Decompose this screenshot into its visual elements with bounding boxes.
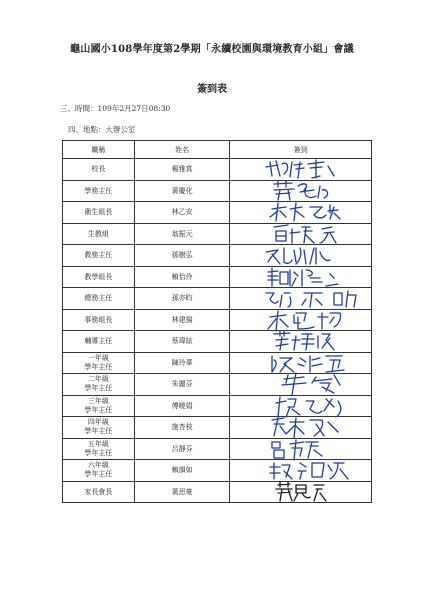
handwritten-signature [230,245,371,265]
handwritten-signature [230,460,371,480]
role-line: 學年主任 [84,384,113,393]
role-cell: 總務主任 [63,288,135,310]
role-cell [63,460,135,482]
meeting-time: 三、時間：109年2月27日08:30 [60,104,171,113]
table-row [63,481,372,503]
document-subtitle: 簽到表 [197,84,227,95]
handwritten-signature [230,159,371,179]
name-cell: 施杏枝 [134,417,230,439]
role-line: 學年主任 [84,362,113,371]
name-cell: 賴韻如 [134,460,230,482]
handwritten-signature [230,288,371,308]
name-cell: 林建揚 [134,309,230,331]
handwritten-signature [230,417,371,437]
role-cell: 衛生組長 [63,202,135,224]
name-cell: 陳玲華 [134,352,230,374]
role-line: 三年級 [87,396,109,405]
name-cell: 林乙安 [134,202,230,224]
role-cell: 家長會長 [63,481,135,503]
meeting-place: 四、地點：大辦公室 [68,125,136,134]
role-line: 六年級 [87,461,109,470]
handwritten-signature [230,267,371,287]
role-cell [63,438,135,460]
name-cell: 朱麗芬 [134,374,230,396]
handwritten-signature [230,482,371,502]
role-cell: 輔導主任 [63,331,135,353]
header-signature: 簽到 [230,141,372,159]
role-cell: 校長 [63,159,135,181]
role-cell [63,374,135,396]
handwritten-signature [230,202,371,222]
handwritten-signature [230,396,371,416]
handwritten-signature [230,181,371,201]
header-role: 職稱 [63,141,135,159]
handwritten-signature [230,331,371,351]
name-cell: 呂靜芬 [134,438,230,460]
role-cell: 學務主任 [63,180,135,202]
name-cell: 賴怡伶 [134,266,230,288]
role-line: 二年級 [87,375,109,384]
role-line: 四年級 [87,418,109,427]
name-cell: 楊雅真 [134,159,230,181]
name-cell: 孫樹弘 [134,245,230,267]
role-line: 一年級 [87,353,109,362]
signature-cell [230,481,372,503]
signin-table [62,140,372,503]
handwritten-signature [230,374,371,394]
role-line: 學年主任 [84,470,113,479]
name-cell: 黃慶化 [134,180,230,202]
role-line: 學年主任 [84,405,113,414]
handwritten-signature [230,224,371,244]
name-cell: 蔡瑋絃 [134,331,230,353]
role-line: 五年級 [87,439,109,448]
role-cell [63,395,135,417]
role-line: 學年主任 [84,448,113,457]
role-cell: 教務主任 [63,245,135,267]
role-cell [63,417,135,439]
role-cell: 生教組 [63,223,135,245]
handwritten-signature [230,310,371,330]
handwritten-signature [230,439,371,459]
role-cell: 事務組長 [63,309,135,331]
role-line: 學年主任 [84,427,113,436]
name-cell: 翁振元 [134,223,230,245]
name-cell: 孫亦昀 [134,288,230,310]
header-name: 姓名 [134,141,230,159]
name-cell: 黃思豪 [134,481,230,503]
role-cell: 教學組長 [63,266,135,288]
handwritten-signature [230,353,371,373]
name-cell: 傅曉娟 [134,395,230,417]
document-title: 龜山國小108學年度第2學期「永續校園與環境教育小組」會議 [70,44,354,55]
role-cell [63,352,135,374]
